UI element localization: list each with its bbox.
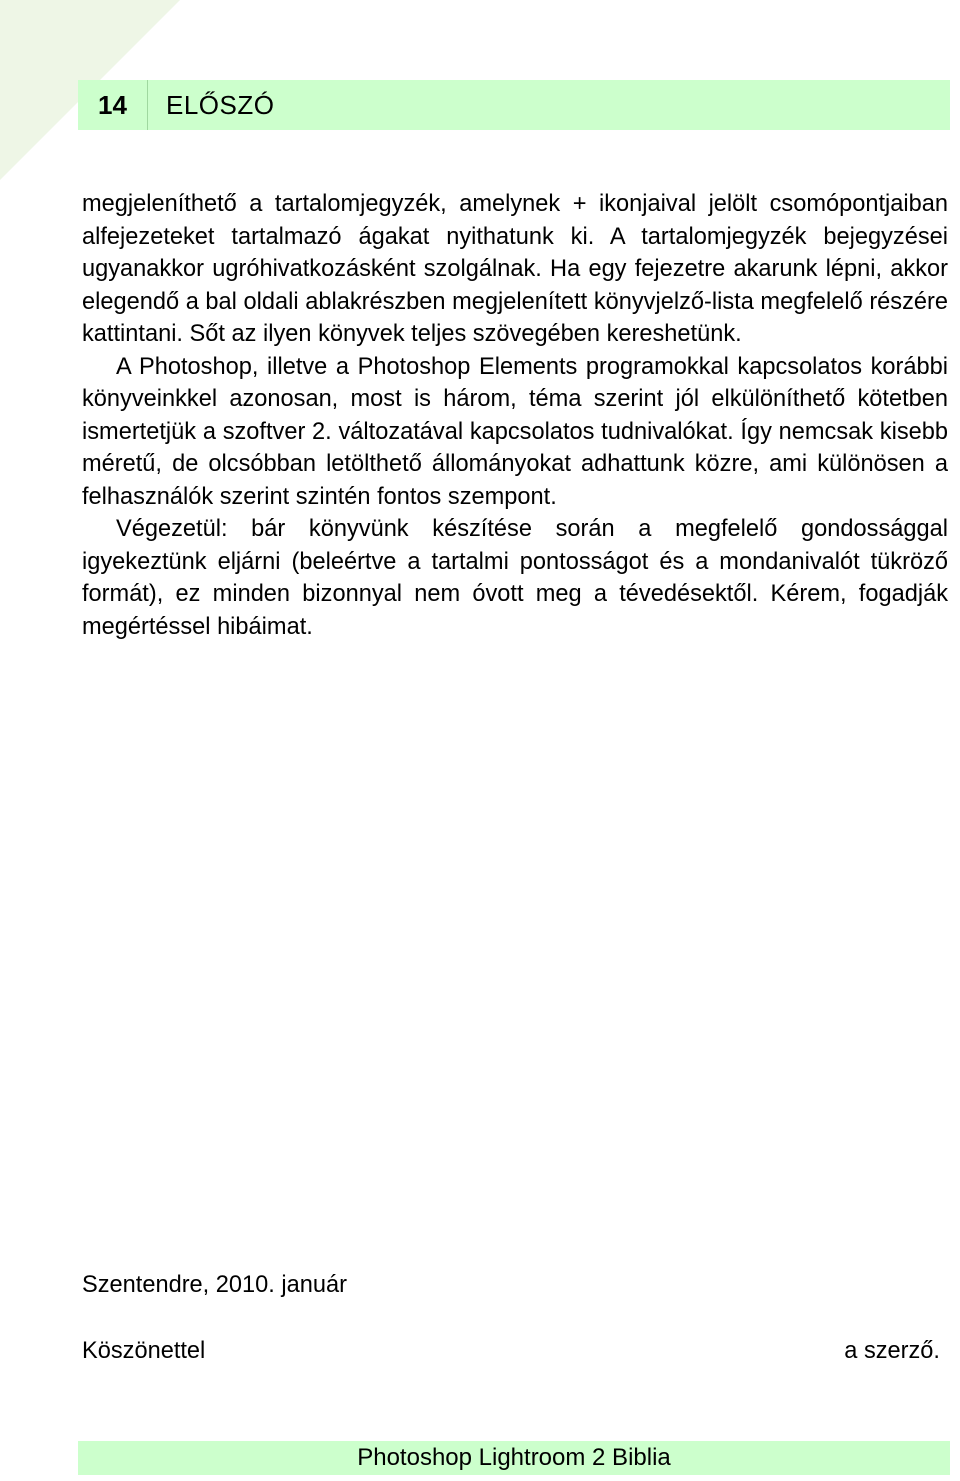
author-signature: a szerző. (844, 1338, 940, 1364)
paragraph: megjeleníthető a tartalomjegyzék, amelynek + ikonjaival jelölt csomópontjaiban alfejezeteket tartalmazó ágakat nyithatunk ki. A tartalomjegyzék bejegyzései ugyanakkor ugróhivatkozásként szolgálnak. Ha egy fejezetre akarunk lépni, akkor elegendő a bal oldali ablakrészben megjelenített könyvjelző-lista megfelelő részére kattintani. Sőt az ilyen könyvek teljes szövegében kereshetünk. (82, 191, 948, 347)
page-footer (78, 1441, 950, 1475)
place-date: Szentendre, 2010. január (82, 1272, 347, 1298)
thanks-text: Köszönettel (82, 1338, 206, 1364)
body-text (82, 188, 948, 643)
page-header (78, 80, 950, 130)
page-number: 14 (78, 80, 148, 130)
book-title: Photoshop Lightroom 2 Biblia (357, 1444, 671, 1471)
paragraph: Végezetül: bár könyvünk készítése során a megfelelő gondossággal igyekeztünk eljárni (beleértve a tartalmi pontosságot és a mondanivalót tükröző formát), ez minden bizonnyal nem óvott meg a tévedésektől. Kérem, fogadják megértéssel hibáimat. (82, 516, 948, 640)
paragraph: A Photoshop, illetve a Photoshop Elements programokkal kapcsolatos korábbi könyveinkkel azonosan, most is három, téma szerint jól elkülöníthető kötetben ismertetjük a szoftver 2. változatával kapcsolatos tudnivalókat. Így nemcsak kisebb méretű, de olcsóbban letölthető állományokat adhattunk közre, ami különösen a felhasználók szerint szintén fontos szempont. (82, 353, 948, 510)
signature-row (82, 1338, 940, 1365)
chapter-title: ELŐSZÓ (166, 89, 275, 120)
